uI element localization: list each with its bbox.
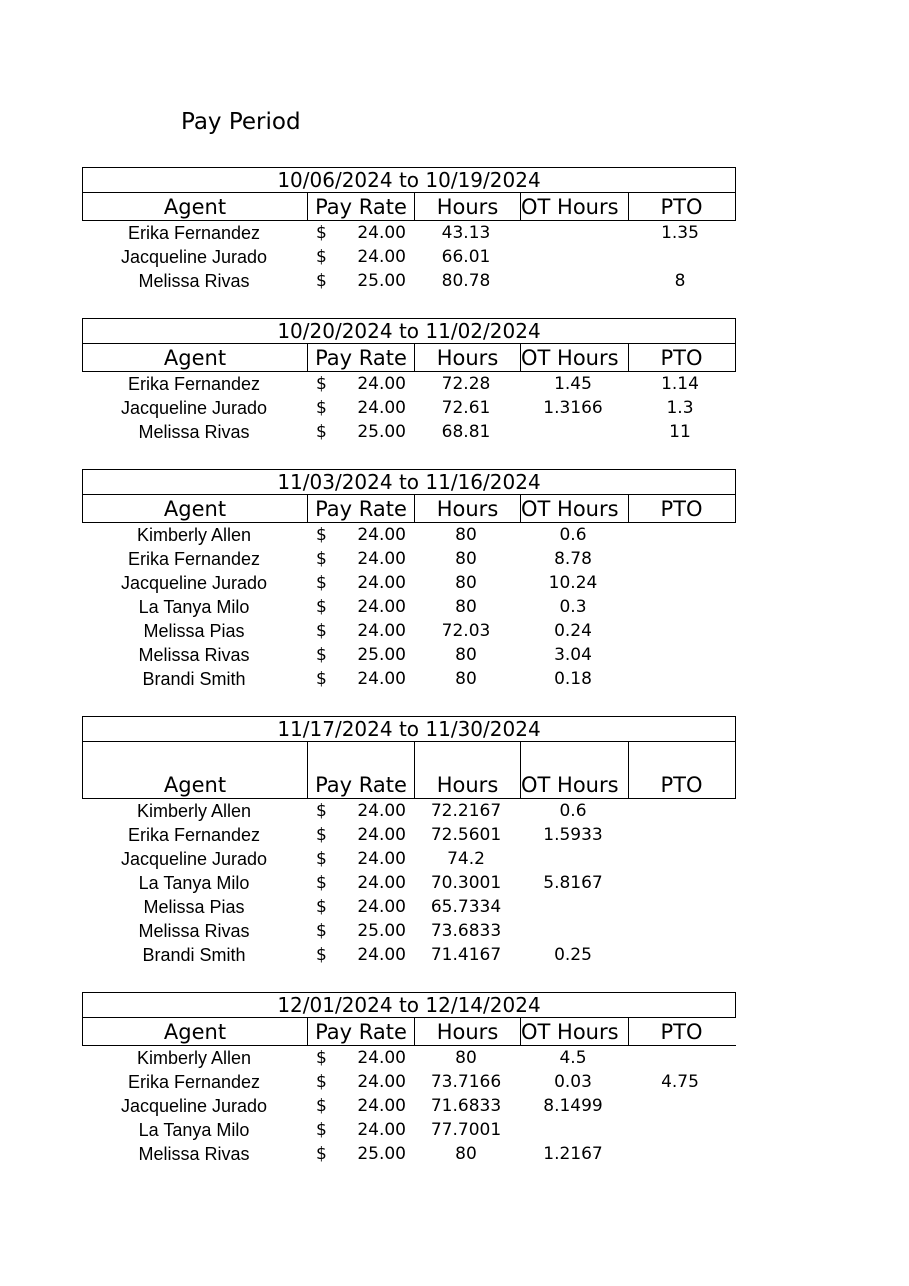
currency-symbol: $ <box>316 825 327 845</box>
pay-rate-value: 25.00 <box>357 1144 406 1164</box>
table-body <box>82 523 736 691</box>
ot-hours-cell: 8.78 <box>554 549 592 569</box>
pay-rate-value: 24.00 <box>357 597 406 617</box>
hours-cell: 72.2167 <box>430 801 502 821</box>
currency-symbol: $ <box>316 897 327 917</box>
currency-symbol: $ <box>316 1144 327 1164</box>
ot-hours-cell: 4.5 <box>559 1048 587 1068</box>
pto-cell: 1.35 <box>661 223 699 243</box>
pay-rate-value: 25.00 <box>357 645 406 665</box>
agent-column-header: Agent <box>163 497 227 521</box>
agent-name-cell: Erika Fernandez <box>127 222 261 243</box>
hours-cell: 70.3001 <box>430 873 502 893</box>
currency-symbol: $ <box>316 374 327 394</box>
pay-rate-value: 24.00 <box>357 525 406 545</box>
period-date-range: 12/01/2024 to 12/14/2024 <box>82 992 736 1018</box>
pay-rate-column-header: Pay Rate <box>307 495 414 522</box>
table-row <box>82 1094 736 1118</box>
pay-rate-value: 24.00 <box>357 223 406 243</box>
currency-symbol: $ <box>316 1072 327 1092</box>
pay-rate-value: 24.00 <box>357 573 406 593</box>
ot-hours-column-header: OT Hours <box>520 193 628 220</box>
currency-symbol: $ <box>316 849 327 869</box>
agent-name-cell: Brandi Smith <box>142 668 246 689</box>
currency-symbol: $ <box>316 549 327 569</box>
pto-cell: 8 <box>674 271 686 291</box>
pay-rate-cell <box>306 1120 413 1140</box>
table-row <box>82 547 736 571</box>
period-date-range: 11/17/2024 to 11/30/2024 <box>82 716 736 742</box>
currency-symbol: $ <box>316 921 327 941</box>
hours-cell: 72.28 <box>441 374 491 394</box>
currency-symbol: $ <box>316 873 327 893</box>
table-row <box>82 420 736 444</box>
table-row <box>82 871 736 895</box>
ot-hours-column-header: OT Hours <box>520 495 628 522</box>
pay-rate-cell <box>306 374 413 394</box>
hours-cell: 80 <box>455 525 477 545</box>
agent-name-cell: Jacqueline Jurado <box>120 1095 268 1116</box>
ot-hours-cell: 0.6 <box>559 525 587 545</box>
currency-symbol: $ <box>316 669 327 689</box>
ot-hours-cell: 1.45 <box>554 374 592 394</box>
column-header-row <box>82 193 736 221</box>
table-row <box>82 823 736 847</box>
pay-rate-value: 24.00 <box>357 849 406 869</box>
ot-hours-cell: 0.6 <box>559 801 587 821</box>
hours-cell: 80 <box>455 1048 477 1068</box>
agent-name-cell: Jacqueline Jurado <box>120 572 268 593</box>
hours-column-header: Hours <box>414 344 520 371</box>
pay-rate-cell <box>306 1144 413 1164</box>
ot-hours-column-header: OT Hours <box>520 344 628 371</box>
agent-name-cell: Melissa Pias <box>143 896 245 917</box>
agent-column-header: Agent <box>163 195 227 219</box>
agent-name-cell: Erika Fernandez <box>127 824 261 845</box>
pay-rate-cell <box>306 669 413 689</box>
column-header-row <box>82 1018 736 1046</box>
pay-rate-value: 24.00 <box>357 1072 406 1092</box>
pay-rate-value: 24.00 <box>357 801 406 821</box>
agent-name-cell: Kimberly Allen <box>136 800 252 821</box>
pay-rate-value: 24.00 <box>357 1096 406 1116</box>
table-row <box>82 799 736 823</box>
agent-name-cell: Erika Fernandez <box>127 548 261 569</box>
hours-cell: 72.03 <box>441 621 491 641</box>
currency-symbol: $ <box>316 801 327 821</box>
agent-name-cell: Erika Fernandez <box>127 1071 261 1092</box>
pay-rate-cell <box>306 825 413 845</box>
pay-rate-cell <box>306 801 413 821</box>
ot-hours-cell: 0.25 <box>554 945 592 965</box>
agent-name-cell: Melissa Rivas <box>138 920 250 941</box>
pay-rate-value: 24.00 <box>357 1120 406 1140</box>
period-date-range: 11/03/2024 to 11/16/2024 <box>82 469 736 495</box>
pay-rate-cell <box>306 271 413 291</box>
hours-column-header: Hours <box>414 193 520 220</box>
ot-hours-cell: 3.04 <box>554 645 592 665</box>
hours-cell: 65.7334 <box>430 897 502 917</box>
currency-symbol: $ <box>316 597 327 617</box>
pay-rate-cell <box>306 573 413 593</box>
table-row <box>82 643 736 667</box>
hours-column-header: Hours <box>414 1018 520 1045</box>
table-row <box>82 919 736 943</box>
column-header-row <box>82 344 736 372</box>
pay-rate-cell <box>306 645 413 665</box>
pay-rate-cell <box>306 1048 413 1068</box>
pay-rate-value: 25.00 <box>357 271 406 291</box>
ot-hours-cell: 0.3 <box>559 597 587 617</box>
pay-rate-cell <box>306 945 413 965</box>
hours-column-header: Hours <box>414 742 520 798</box>
currency-symbol: $ <box>316 621 327 641</box>
currency-symbol: $ <box>316 271 327 291</box>
table-row <box>82 221 736 245</box>
pay-rate-column-header: Pay Rate <box>307 193 414 220</box>
ot-hours-cell: 0.18 <box>554 669 592 689</box>
table-body <box>82 799 736 967</box>
pto-column-header: PTO <box>628 495 734 522</box>
ot-hours-cell: 5.8167 <box>543 873 603 893</box>
pto-cell: 4.75 <box>661 1072 699 1092</box>
hours-cell: 80 <box>455 573 477 593</box>
pay-rate-cell <box>306 897 413 917</box>
ot-hours-cell: 1.3166 <box>543 398 603 418</box>
pay-rate-value: 24.00 <box>357 669 406 689</box>
ot-hours-cell: 8.1499 <box>543 1096 603 1116</box>
agent-name-cell: Jacqueline Jurado <box>120 397 268 418</box>
table-row <box>82 372 736 396</box>
table-row <box>82 619 736 643</box>
page-title: Pay Period <box>181 109 301 135</box>
currency-symbol: $ <box>316 1120 327 1140</box>
pay-rate-cell <box>306 849 413 869</box>
period-date-range: 10/20/2024 to 11/02/2024 <box>82 318 736 344</box>
pay-rate-value: 24.00 <box>357 398 406 418</box>
pay-rate-value: 24.00 <box>357 1048 406 1068</box>
pay-rate-cell <box>306 597 413 617</box>
agent-name-cell: Kimberly Allen <box>136 1047 252 1068</box>
pay-rate-value: 24.00 <box>357 945 406 965</box>
currency-symbol: $ <box>316 398 327 418</box>
agent-column-header: Agent <box>163 346 227 370</box>
hours-cell: 71.4167 <box>430 945 502 965</box>
currency-symbol: $ <box>316 1048 327 1068</box>
pto-cell: 11 <box>669 422 691 442</box>
hours-cell: 43.13 <box>441 223 491 243</box>
hours-cell: 73.6833 <box>430 921 502 941</box>
agent-name-cell: La Tanya Milo <box>138 596 250 617</box>
pay-rate-cell <box>306 247 413 267</box>
agent-column-header: Agent <box>163 773 227 797</box>
table-row <box>82 595 736 619</box>
currency-symbol: $ <box>316 573 327 593</box>
ot-hours-column-header: OT Hours <box>520 742 628 798</box>
agent-name-cell: Brandi Smith <box>142 944 246 965</box>
hours-cell: 72.61 <box>441 398 491 418</box>
hours-cell: 74.2 <box>447 849 485 869</box>
agent-name-cell: Jacqueline Jurado <box>120 246 268 267</box>
pay-period-table <box>82 716 736 967</box>
pay-period-table <box>82 469 736 691</box>
pay-rate-value: 25.00 <box>357 422 406 442</box>
pto-column-header: PTO <box>628 1018 734 1045</box>
table-row <box>82 269 736 293</box>
pay-rate-value: 24.00 <box>357 825 406 845</box>
ot-hours-column-header: OT Hours <box>520 1018 628 1045</box>
pay-rate-cell <box>306 1072 413 1092</box>
table-body <box>82 1046 736 1166</box>
hours-cell: 80 <box>455 669 477 689</box>
pay-rate-cell <box>306 549 413 569</box>
pay-rate-value: 24.00 <box>357 621 406 641</box>
hours-cell: 71.6833 <box>430 1096 502 1116</box>
table-row <box>82 943 736 967</box>
ot-hours-cell: 1.2167 <box>543 1144 603 1164</box>
hours-cell: 80 <box>455 597 477 617</box>
hours-cell: 68.81 <box>441 422 491 442</box>
currency-symbol: $ <box>316 247 327 267</box>
pay-rate-cell <box>306 525 413 545</box>
pay-rate-cell <box>306 398 413 418</box>
pay-rate-cell <box>306 621 413 641</box>
hours-cell: 73.7166 <box>430 1072 502 1092</box>
agent-name-cell: Melissa Rivas <box>138 644 250 665</box>
table-body <box>82 372 736 444</box>
table-row <box>82 571 736 595</box>
pay-rate-value: 24.00 <box>357 247 406 267</box>
ot-hours-cell: 1.5933 <box>543 825 603 845</box>
agent-name-cell: Melissa Rivas <box>138 1143 250 1164</box>
pay-period-table <box>82 992 736 1166</box>
pay-rate-cell <box>306 921 413 941</box>
table-row <box>82 1070 736 1094</box>
pay-rate-value: 24.00 <box>357 374 406 394</box>
ot-hours-cell: 10.24 <box>548 573 598 593</box>
pay-rate-value: 25.00 <box>357 921 406 941</box>
table-row <box>82 1118 736 1142</box>
pto-column-header: PTO <box>628 742 734 798</box>
hours-cell: 80 <box>455 1144 477 1164</box>
pay-rate-value: 24.00 <box>357 897 406 917</box>
table-row <box>82 1142 736 1166</box>
table-row <box>82 1046 736 1070</box>
table-row <box>82 396 736 420</box>
currency-symbol: $ <box>316 945 327 965</box>
period-date-range: 10/06/2024 to 10/19/2024 <box>82 167 736 193</box>
pay-period-table <box>82 167 736 293</box>
agent-column-header: Agent <box>163 1020 227 1044</box>
table-row <box>82 895 736 919</box>
pay-rate-cell <box>306 873 413 893</box>
agent-name-cell: Jacqueline Jurado <box>120 848 268 869</box>
hours-cell: 80 <box>455 645 477 665</box>
agent-name-cell: La Tanya Milo <box>138 1119 250 1140</box>
agent-name-cell: Melissa Rivas <box>138 270 250 291</box>
pay-rate-value: 24.00 <box>357 549 406 569</box>
hours-cell: 66.01 <box>441 247 491 267</box>
agent-name-cell: Kimberly Allen <box>136 524 252 545</box>
currency-symbol: $ <box>316 645 327 665</box>
column-header-row <box>82 742 736 799</box>
pto-cell: 1.3 <box>666 398 694 418</box>
pay-rate-column-header: Pay Rate <box>307 344 414 371</box>
pay-rate-cell <box>306 1096 413 1116</box>
table-body <box>82 221 736 293</box>
agent-name-cell: Melissa Pias <box>143 620 245 641</box>
pto-cell: 1.14 <box>661 374 699 394</box>
currency-symbol: $ <box>316 525 327 545</box>
pay-rate-value: 24.00 <box>357 873 406 893</box>
hours-cell: 72.5601 <box>430 825 502 845</box>
agent-name-cell: Melissa Rivas <box>138 421 250 442</box>
hours-column-header: Hours <box>414 495 520 522</box>
agent-name-cell: La Tanya Milo <box>138 872 250 893</box>
pto-column-header: PTO <box>628 193 734 220</box>
table-row <box>82 667 736 691</box>
ot-hours-cell: 0.03 <box>554 1072 592 1092</box>
currency-symbol: $ <box>316 223 327 243</box>
pto-column-header: PTO <box>628 344 734 371</box>
currency-symbol: $ <box>316 1096 327 1116</box>
pay-rate-column-header: Pay Rate <box>307 1018 414 1045</box>
currency-symbol: $ <box>316 422 327 442</box>
table-row <box>82 245 736 269</box>
pay-rate-cell <box>306 422 413 442</box>
ot-hours-cell: 0.24 <box>554 621 592 641</box>
pay-rate-column-header: Pay Rate <box>307 742 414 798</box>
hours-cell: 77.7001 <box>430 1120 502 1140</box>
pay-period-table <box>82 318 736 444</box>
pay-rate-cell <box>306 223 413 243</box>
column-header-row <box>82 495 736 523</box>
hours-cell: 80.78 <box>441 271 491 291</box>
table-row <box>82 847 736 871</box>
hours-cell: 80 <box>455 549 477 569</box>
agent-name-cell: Erika Fernandez <box>127 373 261 394</box>
table-row <box>82 523 736 547</box>
